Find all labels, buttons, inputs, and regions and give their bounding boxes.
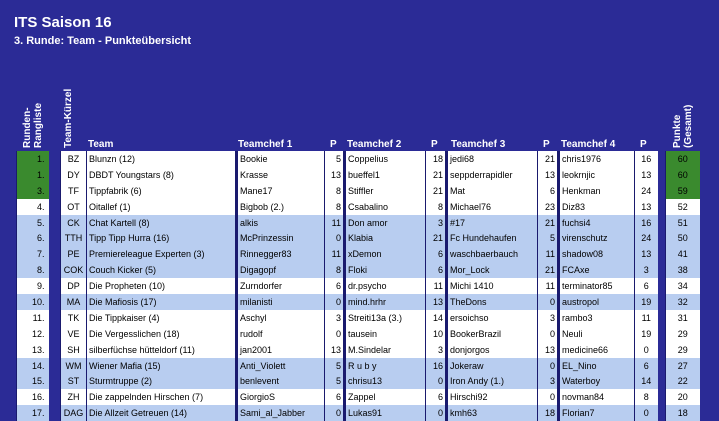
- points-2-cell: 13: [426, 294, 447, 310]
- rank-cell: 1.: [17, 151, 49, 167]
- header-teamchef-3: Teamchef 3: [451, 139, 506, 150]
- separator: [658, 167, 666, 183]
- separator: [49, 294, 61, 310]
- team-abbr-cell: VE: [61, 326, 87, 342]
- team-abbr-cell: DAG: [61, 405, 87, 421]
- team-abbr-cell: COK: [61, 262, 87, 278]
- teamchef-3-cell: #17: [447, 215, 538, 231]
- teamchef-2-cell: Klabia: [345, 230, 426, 246]
- teamchef-3-cell: waschbaerbauch: [447, 246, 538, 262]
- total-points-cell: 22: [666, 373, 700, 389]
- table-row: [17, 294, 700, 310]
- points-3-cell: 13: [538, 342, 559, 358]
- teamchef-1-cell: rudolf: [237, 326, 325, 342]
- separator: [658, 342, 666, 358]
- teamchef-4-cell: austropol: [559, 294, 635, 310]
- teamchef-1-cell: Zurndorfer: [237, 278, 325, 294]
- teamchef-3-cell: seppderrapidler: [447, 167, 538, 183]
- teamchef-4-cell: Diz83: [559, 199, 635, 215]
- points-2-cell: 6: [426, 262, 447, 278]
- points-3-cell: 11: [538, 246, 559, 262]
- teamchef-2-cell: Stiffler: [345, 183, 426, 199]
- header-team-abbr: Team-Kürzel: [63, 88, 74, 148]
- separator: [658, 373, 666, 389]
- rank-cell: 1.: [17, 167, 49, 183]
- teamchef-1-cell: Digagopf: [237, 262, 325, 278]
- points-3-cell: 21: [538, 215, 559, 231]
- points-1-cell: 11: [325, 215, 345, 231]
- teamchef-2-cell: Zappel: [345, 389, 426, 405]
- team-name-cell: Tipp Tipp Hurra (16): [87, 230, 237, 246]
- points-3-cell: 5: [538, 230, 559, 246]
- team-abbr-cell: TTH: [61, 230, 87, 246]
- team-abbr-cell: ZH: [61, 389, 87, 405]
- table-row: [17, 358, 700, 374]
- teamchef-4-cell: virenschutz: [559, 230, 635, 246]
- header-teamchef-1: Teamchef 1: [238, 139, 293, 150]
- header-points-1: P: [330, 139, 337, 150]
- points-3-cell: 11: [538, 278, 559, 294]
- teamchef-2-cell: Coppelius: [345, 151, 426, 167]
- points-4-cell: 13: [635, 246, 658, 262]
- header-total-points: Punkte (Gesamt): [672, 104, 694, 148]
- total-points-cell: 31: [666, 310, 700, 326]
- table-row: [17, 373, 700, 389]
- points-4-cell: 24: [635, 183, 658, 199]
- teamchef-2-cell: mind.hrhr: [345, 294, 426, 310]
- separator: [658, 215, 666, 231]
- points-3-cell: 0: [538, 326, 559, 342]
- total-points-cell: 27: [666, 358, 700, 374]
- separator: [49, 326, 61, 342]
- total-points-cell: 32: [666, 294, 700, 310]
- rank-cell: 6.: [17, 230, 49, 246]
- teamchef-4-cell: terminator85: [559, 278, 635, 294]
- points-2-cell: 3: [426, 342, 447, 358]
- teamchef-1-cell: alkis: [237, 215, 325, 231]
- rank-cell: 10.: [17, 294, 49, 310]
- points-1-cell: 5: [325, 373, 345, 389]
- points-3-cell: 18: [538, 405, 559, 421]
- rank-cell: 8.: [17, 262, 49, 278]
- points-4-cell: 6: [635, 358, 658, 374]
- team-name-cell: Die Allzeit Getreuen (14): [87, 405, 237, 421]
- points-2-cell: 14: [426, 310, 447, 326]
- teamchef-2-cell: Streiti13a (3.): [345, 310, 426, 326]
- points-3-cell: 3: [538, 373, 559, 389]
- header-teamchef-2: Teamchef 2: [347, 139, 402, 150]
- separator: [658, 389, 666, 405]
- separator: [658, 230, 666, 246]
- rank-cell: 17.: [17, 405, 49, 421]
- separator: [49, 278, 61, 294]
- header-points-4: P: [640, 139, 647, 150]
- rank-cell: 9.: [17, 278, 49, 294]
- points-4-cell: 16: [635, 151, 658, 167]
- teamchef-4-cell: rambo3: [559, 310, 635, 326]
- points-2-cell: 0: [426, 405, 447, 421]
- total-points-cell: 59: [666, 183, 700, 199]
- rank-cell: 14.: [17, 358, 49, 374]
- team-name-cell: Sturmtruppe (2): [87, 373, 237, 389]
- points-4-cell: 3: [635, 262, 658, 278]
- teamchef-3-cell: Fc Hundehaufen: [447, 230, 538, 246]
- team-abbr-cell: TF: [61, 183, 87, 199]
- points-4-cell: 14: [635, 373, 658, 389]
- rank-cell: 15.: [17, 373, 49, 389]
- teamchef-4-cell: fuchsi4: [559, 215, 635, 231]
- separator: [658, 326, 666, 342]
- rank-cell: 12.: [17, 326, 49, 342]
- points-1-cell: 6: [325, 389, 345, 405]
- team-abbr-cell: BZ: [61, 151, 87, 167]
- table-row: [17, 310, 700, 326]
- points-3-cell: 21: [538, 151, 559, 167]
- teamchef-4-cell: leokrnjic: [559, 167, 635, 183]
- teamchef-2-cell: bueffel1: [345, 167, 426, 183]
- table-row: [17, 262, 700, 278]
- points-1-cell: 13: [325, 167, 345, 183]
- page-title: ITS Saison 16: [14, 14, 112, 31]
- rank-cell: 16.: [17, 389, 49, 405]
- points-4-cell: 24: [635, 230, 658, 246]
- teamchef-2-cell: chrisu13: [345, 373, 426, 389]
- teamchef-1-cell: Krasse: [237, 167, 325, 183]
- teamchef-3-cell: ersoichso: [447, 310, 538, 326]
- points-1-cell: 6: [325, 278, 345, 294]
- team-abbr-cell: OT: [61, 199, 87, 215]
- team-name-cell: Premiereleague Experten (3): [87, 246, 237, 262]
- header-team: Team: [88, 139, 114, 150]
- separator: [49, 405, 61, 421]
- points-2-cell: 21: [426, 230, 447, 246]
- separator: [49, 342, 61, 358]
- page-subtitle: 3. Runde: Team - Punkteübersicht: [14, 35, 192, 47]
- points-3-cell: 23: [538, 199, 559, 215]
- teamchef-4-cell: novman84: [559, 389, 635, 405]
- rank-cell: 4.: [17, 199, 49, 215]
- points-1-cell: 8: [325, 199, 345, 215]
- team-abbr-cell: PE: [61, 246, 87, 262]
- points-3-cell: 0: [538, 358, 559, 374]
- separator: [658, 310, 666, 326]
- points-3-cell: 13: [538, 167, 559, 183]
- rank-cell: 7.: [17, 246, 49, 262]
- teamchef-3-cell: Hirschi92: [447, 389, 538, 405]
- teamchef-2-cell: dr.psycho: [345, 278, 426, 294]
- total-points-cell: 60: [666, 167, 700, 183]
- teamchef-4-cell: Neuli: [559, 326, 635, 342]
- points-2-cell: 21: [426, 183, 447, 199]
- teamchef-1-cell: Rinnegger83: [237, 246, 325, 262]
- table-row: [17, 151, 700, 167]
- separator: [49, 373, 61, 389]
- separator: [49, 358, 61, 374]
- points-2-cell: 16: [426, 358, 447, 374]
- separator: [49, 262, 61, 278]
- team-abbr-cell: WM: [61, 358, 87, 374]
- points-4-cell: 11: [635, 310, 658, 326]
- separator: [658, 151, 666, 167]
- points-4-cell: 13: [635, 199, 658, 215]
- points-3-cell: 0: [538, 294, 559, 310]
- teamchef-3-cell: Mat: [447, 183, 538, 199]
- team-name-cell: Die Propheten (10): [87, 278, 237, 294]
- points-1-cell: 8: [325, 183, 345, 199]
- teamchef-1-cell: Bigbob (2.): [237, 199, 325, 215]
- team-points-table: [16, 151, 700, 421]
- team-name-cell: Die zappelnden Hirschen (7): [87, 389, 237, 405]
- teamchef-4-cell: Waterboy: [559, 373, 635, 389]
- table-row: [17, 183, 700, 199]
- table-row: [17, 215, 700, 231]
- teamchef-1-cell: Sami_al_Jabber: [237, 405, 325, 421]
- teamchef-4-cell: EL_Nino: [559, 358, 635, 374]
- separator: [658, 199, 666, 215]
- points-1-cell: 13: [325, 342, 345, 358]
- team-name-cell: Die Mafiosis (17): [87, 294, 237, 310]
- header-points-3: P: [543, 139, 550, 150]
- points-2-cell: 3: [426, 215, 447, 231]
- points-1-cell: 0: [325, 230, 345, 246]
- total-points-cell: 29: [666, 326, 700, 342]
- teamchef-3-cell: kmh63: [447, 405, 538, 421]
- total-points-cell: 18: [666, 405, 700, 421]
- separator: [658, 183, 666, 199]
- total-points-cell: 29: [666, 342, 700, 358]
- separator: [658, 358, 666, 374]
- table-row: [17, 389, 700, 405]
- teamchef-4-cell: medicine66: [559, 342, 635, 358]
- total-points-cell: 38: [666, 262, 700, 278]
- points-4-cell: 8: [635, 389, 658, 405]
- teamchef-3-cell: Jokeraw: [447, 358, 538, 374]
- teamchef-1-cell: McPrinzessin: [237, 230, 325, 246]
- points-1-cell: 3: [325, 310, 345, 326]
- team-abbr-cell: ST: [61, 373, 87, 389]
- table-row: [17, 167, 700, 183]
- points-1-cell: 0: [325, 405, 345, 421]
- table-row: [17, 405, 700, 421]
- points-1-cell: 0: [325, 326, 345, 342]
- teamchef-3-cell: Mor_Lock: [447, 262, 538, 278]
- team-abbr-cell: TK: [61, 310, 87, 326]
- teamchef-1-cell: Aschyl: [237, 310, 325, 326]
- header-rank: Runden-Rangliste: [22, 102, 44, 148]
- points-2-cell: 6: [426, 389, 447, 405]
- points-4-cell: 0: [635, 405, 658, 421]
- teamchef-2-cell: M.Sindelar: [345, 342, 426, 358]
- teamchef-2-cell: xDemon: [345, 246, 426, 262]
- table-row: [17, 342, 700, 358]
- points-4-cell: 6: [635, 278, 658, 294]
- separator: [658, 278, 666, 294]
- teamchef-3-cell: Michi 1410: [447, 278, 538, 294]
- table-row: [17, 199, 700, 215]
- rank-cell: 3.: [17, 183, 49, 199]
- team-name-cell: Die Vergesslichen (18): [87, 326, 237, 342]
- separator: [658, 405, 666, 421]
- total-points-cell: 51: [666, 215, 700, 231]
- rank-cell: 5.: [17, 215, 49, 231]
- separator: [49, 389, 61, 405]
- total-points-cell: 50: [666, 230, 700, 246]
- points-1-cell: 11: [325, 246, 345, 262]
- points-4-cell: 0: [635, 342, 658, 358]
- points-2-cell: 0: [426, 373, 447, 389]
- teamchef-4-cell: shadow08: [559, 246, 635, 262]
- header-teamchef-4: Teamchef 4: [561, 139, 616, 150]
- teamchef-4-cell: chris1976: [559, 151, 635, 167]
- team-name-cell: DBDT Youngstars (8): [87, 167, 237, 183]
- points-1-cell: 0: [325, 294, 345, 310]
- points-1-cell: 8: [325, 262, 345, 278]
- team-abbr-cell: CK: [61, 215, 87, 231]
- teamchef-3-cell: donjorgos: [447, 342, 538, 358]
- teamchef-2-cell: Csabalino: [345, 199, 426, 215]
- teamchef-4-cell: Henkman: [559, 183, 635, 199]
- points-4-cell: 19: [635, 326, 658, 342]
- total-points-cell: 34: [666, 278, 700, 294]
- points-2-cell: 6: [426, 246, 447, 262]
- team-name-cell: Tippfabrik (6): [87, 183, 237, 199]
- separator: [658, 246, 666, 262]
- total-points-cell: 41: [666, 246, 700, 262]
- separator: [49, 167, 61, 183]
- separator: [49, 230, 61, 246]
- points-2-cell: 11: [426, 278, 447, 294]
- team-name-cell: silberfüchse hütteldorf (11): [87, 342, 237, 358]
- teamchef-1-cell: milanisti: [237, 294, 325, 310]
- team-name-cell: Oitallef (1): [87, 199, 237, 215]
- rank-cell: 11.: [17, 310, 49, 326]
- points-1-cell: 5: [325, 151, 345, 167]
- teamchef-3-cell: TheDons: [447, 294, 538, 310]
- points-2-cell: 21: [426, 167, 447, 183]
- teamchef-1-cell: Anti_Violett: [237, 358, 325, 374]
- teamchef-1-cell: GiorgioS: [237, 389, 325, 405]
- table-row: [17, 326, 700, 342]
- total-points-cell: 52: [666, 199, 700, 215]
- teamchef-2-cell: Lukas91: [345, 405, 426, 421]
- teamchef-2-cell: tausein: [345, 326, 426, 342]
- separator: [658, 262, 666, 278]
- team-abbr-cell: DY: [61, 167, 87, 183]
- teamchef-3-cell: Iron Andy (1.): [447, 373, 538, 389]
- points-3-cell: 6: [538, 183, 559, 199]
- total-points-cell: 60: [666, 151, 700, 167]
- team-name-cell: Chat Kartell (8): [87, 215, 237, 231]
- teamchef-2-cell: Floki: [345, 262, 426, 278]
- header-points-2: P: [431, 139, 438, 150]
- teamchef-1-cell: benlevent: [237, 373, 325, 389]
- teamchef-1-cell: jan2001: [237, 342, 325, 358]
- separator: [49, 183, 61, 199]
- teamchef-1-cell: Mane17: [237, 183, 325, 199]
- teamchef-4-cell: FCAxe: [559, 262, 635, 278]
- table-row: [17, 230, 700, 246]
- separator: [49, 199, 61, 215]
- total-points-cell: 20: [666, 389, 700, 405]
- separator: [49, 310, 61, 326]
- points-2-cell: 8: [426, 199, 447, 215]
- team-name-cell: Die Tippkaiser (4): [87, 310, 237, 326]
- table-row: [17, 246, 700, 262]
- team-name-cell: Blunzn (12): [87, 151, 237, 167]
- separator: [658, 294, 666, 310]
- team-name-cell: Wiener Mafia (15): [87, 358, 237, 374]
- rank-cell: 13.: [17, 342, 49, 358]
- team-abbr-cell: SH: [61, 342, 87, 358]
- teamchef-4-cell: Florian7: [559, 405, 635, 421]
- team-abbr-cell: DP: [61, 278, 87, 294]
- team-name-cell: Couch Kicker (5): [87, 262, 237, 278]
- points-2-cell: 10: [426, 326, 447, 342]
- separator: [49, 246, 61, 262]
- separator: [49, 151, 61, 167]
- teamchef-1-cell: Bookie: [237, 151, 325, 167]
- teamchef-2-cell: Don amor: [345, 215, 426, 231]
- points-4-cell: 16: [635, 215, 658, 231]
- points-1-cell: 5: [325, 358, 345, 374]
- teamchef-3-cell: jedi68: [447, 151, 538, 167]
- points-3-cell: 3: [538, 310, 559, 326]
- table-row: [17, 278, 700, 294]
- teamchef-3-cell: BookerBrazil: [447, 326, 538, 342]
- separator: [49, 215, 61, 231]
- team-abbr-cell: MA: [61, 294, 87, 310]
- points-4-cell: 19: [635, 294, 658, 310]
- points-4-cell: 13: [635, 167, 658, 183]
- teamchef-3-cell: Michael76: [447, 199, 538, 215]
- teamchef-2-cell: R u b y: [345, 358, 426, 374]
- points-2-cell: 18: [426, 151, 447, 167]
- points-3-cell: 21: [538, 262, 559, 278]
- points-3-cell: 0: [538, 389, 559, 405]
